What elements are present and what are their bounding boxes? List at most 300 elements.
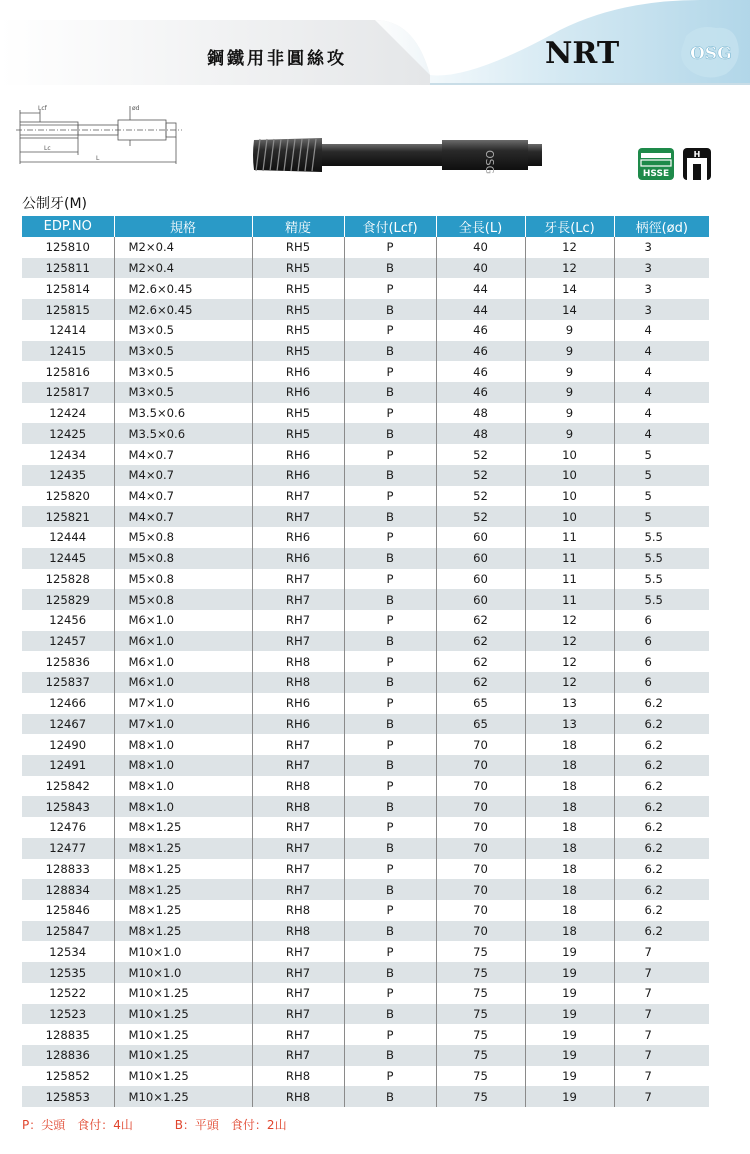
cell-shank-diameter: 7 <box>614 983 709 1004</box>
cell-thread-length: 19 <box>525 1024 614 1045</box>
cell-chamfer: B <box>344 1045 436 1066</box>
cell-overall-length: 52 <box>436 506 525 527</box>
h-tolerance-icon <box>683 148 711 180</box>
cell-size: M3.5×0.6 <box>114 423 252 444</box>
header-chamfer: 食付(Lcf) <box>344 216 436 237</box>
table-row <box>22 382 709 403</box>
cell-size: M3×0.5 <box>114 382 252 403</box>
cell-edp-no: 125811 <box>22 258 114 279</box>
cell-shank-diameter: 5 <box>614 506 709 527</box>
cell-overall-length: 60 <box>436 569 525 590</box>
table-row <box>22 548 709 569</box>
section-title: 公制牙(M) <box>22 196 88 212</box>
cell-shank-diameter: 4 <box>614 403 709 424</box>
cell-thread-length: 9 <box>525 403 614 424</box>
legend-p: P：尖頭 食付：4山 <box>22 1118 133 1132</box>
cell-size: M10×1.0 <box>114 962 252 983</box>
header-size: 規格 <box>114 216 252 237</box>
tool-marking: OSG <box>483 150 496 175</box>
cell-chamfer: P <box>344 320 436 341</box>
cell-size: M8×1.25 <box>114 817 252 838</box>
cell-thread-length: 12 <box>525 258 614 279</box>
logo-text: OSG <box>690 44 732 64</box>
cell-edp-no: 125821 <box>22 506 114 527</box>
cell-overall-length: 70 <box>436 776 525 797</box>
cell-thread-length: 12 <box>525 672 614 693</box>
cell-thread-length: 18 <box>525 817 614 838</box>
cell-tolerance: RH6 <box>252 382 344 403</box>
cell-chamfer: P <box>344 444 436 465</box>
cell-size: M3.5×0.6 <box>114 403 252 424</box>
cell-shank-diameter: 6.2 <box>614 859 709 880</box>
table-row <box>22 569 709 590</box>
cell-shank-diameter: 4 <box>614 423 709 444</box>
cell-size: M3×0.5 <box>114 320 252 341</box>
header-thread-length: 牙長(Lc) <box>525 216 614 237</box>
cell-shank-diameter: 5.5 <box>614 589 709 610</box>
table-row <box>22 506 709 527</box>
cell-overall-length: 46 <box>436 382 525 403</box>
cell-chamfer: P <box>344 651 436 672</box>
cell-size: M10×1.25 <box>114 1066 252 1087</box>
cell-edp-no: 12491 <box>22 755 114 776</box>
cell-chamfer: P <box>344 941 436 962</box>
cell-edp-no: 12425 <box>22 423 114 444</box>
cell-shank-diameter: 6.2 <box>614 734 709 755</box>
cell-overall-length: 62 <box>436 631 525 652</box>
cell-tolerance: RH7 <box>252 569 344 590</box>
cell-thread-length: 12 <box>525 610 614 631</box>
cell-overall-length: 62 <box>436 651 525 672</box>
cell-thread-length: 18 <box>525 838 614 859</box>
cell-overall-length: 52 <box>436 465 525 486</box>
cell-overall-length: 46 <box>436 341 525 362</box>
cell-chamfer: P <box>344 900 436 921</box>
cell-size: M10×1.25 <box>114 1024 252 1045</box>
cell-size: M2.6×0.45 <box>114 278 252 299</box>
cell-edp-no: 12445 <box>22 548 114 569</box>
table-row <box>22 444 709 465</box>
cell-overall-length: 70 <box>436 879 525 900</box>
cell-overall-length: 46 <box>436 361 525 382</box>
header-tolerance: 精度 <box>252 216 344 237</box>
table-row <box>22 693 709 714</box>
cell-tolerance: RH5 <box>252 320 344 341</box>
cell-overall-length: 40 <box>436 237 525 258</box>
cell-chamfer: P <box>344 237 436 258</box>
cell-chamfer: B <box>344 465 436 486</box>
cell-size: M4×0.7 <box>114 465 252 486</box>
table-row <box>22 1024 709 1045</box>
cell-thread-length: 9 <box>525 361 614 382</box>
cell-chamfer: P <box>344 610 436 631</box>
table-row <box>22 734 709 755</box>
cell-size: M7×1.0 <box>114 714 252 735</box>
cell-tolerance: RH6 <box>252 361 344 382</box>
cell-edp-no: 125816 <box>22 361 114 382</box>
cell-thread-length: 13 <box>525 693 614 714</box>
table-row <box>22 714 709 735</box>
cell-thread-length: 9 <box>525 341 614 362</box>
table-row <box>22 278 709 299</box>
table-row <box>22 320 709 341</box>
cell-shank-diameter: 6.2 <box>614 796 709 817</box>
cell-tolerance: RH7 <box>252 859 344 880</box>
product-code: NRT <box>545 36 620 71</box>
table-row <box>22 1045 709 1066</box>
table-row <box>22 341 709 362</box>
cell-chamfer: P <box>344 693 436 714</box>
cell-overall-length: 70 <box>436 859 525 880</box>
cell-overall-length: 70 <box>436 900 525 921</box>
cell-size: M8×1.25 <box>114 859 252 880</box>
table-row <box>22 879 709 900</box>
table-row <box>22 941 709 962</box>
cell-edp-no: 125820 <box>22 486 114 507</box>
cell-thread-length: 18 <box>525 734 614 755</box>
cell-size: M6×1.0 <box>114 672 252 693</box>
cell-thread-length: 14 <box>525 299 614 320</box>
cell-edp-no: 12490 <box>22 734 114 755</box>
cell-shank-diameter: 6.2 <box>614 879 709 900</box>
cell-tolerance: RH7 <box>252 755 344 776</box>
cell-tolerance: RH8 <box>252 1086 344 1107</box>
cell-shank-diameter: 5 <box>614 465 709 486</box>
cell-thread-length: 10 <box>525 444 614 465</box>
cell-chamfer: B <box>344 423 436 444</box>
cell-overall-length: 62 <box>436 610 525 631</box>
cell-overall-length: 65 <box>436 693 525 714</box>
table-row <box>22 631 709 652</box>
cell-size: M3×0.5 <box>114 341 252 362</box>
table-row <box>22 1004 709 1025</box>
cell-shank-diameter: 6.2 <box>614 693 709 714</box>
cell-shank-diameter: 7 <box>614 1045 709 1066</box>
cell-thread-length: 19 <box>525 1066 614 1087</box>
h-text: H <box>693 150 701 159</box>
cell-overall-length: 48 <box>436 423 525 444</box>
cell-tolerance: RH5 <box>252 423 344 444</box>
cell-chamfer: B <box>344 1004 436 1025</box>
cell-chamfer: P <box>344 817 436 838</box>
table-row <box>22 983 709 1004</box>
cell-size: M3×0.5 <box>114 361 252 382</box>
cell-overall-length: 70 <box>436 817 525 838</box>
cell-edp-no: 125836 <box>22 651 114 672</box>
cell-tolerance: RH7 <box>252 983 344 1004</box>
cell-chamfer: B <box>344 962 436 983</box>
cell-edp-no: 12456 <box>22 610 114 631</box>
cell-chamfer: B <box>344 755 436 776</box>
cell-overall-length: 60 <box>436 589 525 610</box>
cell-overall-length: 70 <box>436 921 525 942</box>
cell-shank-diameter: 7 <box>614 1086 709 1107</box>
spec-table <box>22 216 709 1107</box>
cell-thread-length: 18 <box>525 776 614 797</box>
cell-shank-diameter: 6 <box>614 672 709 693</box>
table-row <box>22 817 709 838</box>
cell-tolerance: RH8 <box>252 796 344 817</box>
cell-tolerance: RH5 <box>252 299 344 320</box>
header-overall-length: 全長(L) <box>436 216 525 237</box>
cell-shank-diameter: 7 <box>614 1066 709 1087</box>
cell-edp-no: 12424 <box>22 403 114 424</box>
table-row <box>22 527 709 548</box>
cell-edp-no: 125828 <box>22 569 114 590</box>
cell-edp-no: 12457 <box>22 631 114 652</box>
cell-size: M8×1.25 <box>114 921 252 942</box>
cell-tolerance: RH5 <box>252 278 344 299</box>
table-header-row <box>22 216 709 237</box>
cell-size: M8×1.0 <box>114 734 252 755</box>
cell-tolerance: RH7 <box>252 1024 344 1045</box>
table-body <box>22 237 709 1107</box>
cell-tolerance: RH7 <box>252 631 344 652</box>
cell-overall-length: 75 <box>436 1066 525 1087</box>
cell-shank-diameter: 6.2 <box>614 776 709 797</box>
cell-thread-length: 13 <box>525 714 614 735</box>
cell-edp-no: 12477 <box>22 838 114 859</box>
cell-chamfer: P <box>344 486 436 507</box>
cell-tolerance: RH7 <box>252 734 344 755</box>
cell-overall-length: 70 <box>436 755 525 776</box>
cell-edp-no: 12414 <box>22 320 114 341</box>
hsse-text: HSSE <box>642 169 670 179</box>
cell-shank-diameter: 4 <box>614 341 709 362</box>
cell-overall-length: 70 <box>436 838 525 859</box>
cell-thread-length: 12 <box>525 651 614 672</box>
cell-shank-diameter: 6 <box>614 631 709 652</box>
header-edp-no: EDP.NO <box>22 216 114 237</box>
cell-chamfer: B <box>344 506 436 527</box>
cell-edp-no: 12467 <box>22 714 114 735</box>
cell-edp-no: 12415 <box>22 341 114 362</box>
cell-chamfer: B <box>344 1086 436 1107</box>
cell-shank-diameter: 5 <box>614 486 709 507</box>
table-row <box>22 423 709 444</box>
cell-size: M4×0.7 <box>114 506 252 527</box>
cell-chamfer: B <box>344 548 436 569</box>
table-row <box>22 796 709 817</box>
cell-thread-length: 12 <box>525 631 614 652</box>
cell-tolerance: RH8 <box>252 672 344 693</box>
cell-thread-length: 9 <box>525 320 614 341</box>
cell-overall-length: 75 <box>436 962 525 983</box>
cell-edp-no: 125853 <box>22 1086 114 1107</box>
cell-edp-no: 12444 <box>22 527 114 548</box>
cell-tolerance: RH6 <box>252 548 344 569</box>
cell-shank-diameter: 7 <box>614 1004 709 1025</box>
cell-shank-diameter: 6 <box>614 651 709 672</box>
cell-edp-no: 125814 <box>22 278 114 299</box>
cell-chamfer: B <box>344 299 436 320</box>
cell-tolerance: RH8 <box>252 921 344 942</box>
cell-tolerance: RH8 <box>252 900 344 921</box>
cell-chamfer: P <box>344 776 436 797</box>
cell-thread-length: 18 <box>525 796 614 817</box>
cell-edp-no: 125810 <box>22 237 114 258</box>
table-row <box>22 651 709 672</box>
table-row <box>22 610 709 631</box>
cell-thread-length: 18 <box>525 900 614 921</box>
cell-overall-length: 75 <box>436 1045 525 1066</box>
cell-overall-length: 75 <box>436 983 525 1004</box>
cell-size: M5×0.8 <box>114 589 252 610</box>
cell-edp-no: 12434 <box>22 444 114 465</box>
cell-size: M5×0.8 <box>114 569 252 590</box>
cell-chamfer: B <box>344 672 436 693</box>
cell-size: M10×1.25 <box>114 983 252 1004</box>
cell-edp-no: 12535 <box>22 962 114 983</box>
d-label: ød <box>132 105 140 112</box>
table-row <box>22 900 709 921</box>
table-row <box>22 403 709 424</box>
cell-edp-no: 125842 <box>22 776 114 797</box>
cell-size: M8×1.0 <box>114 776 252 797</box>
cell-thread-length: 19 <box>525 1086 614 1107</box>
cell-chamfer: B <box>344 796 436 817</box>
cell-chamfer: B <box>344 838 436 859</box>
cell-edp-no: 12466 <box>22 693 114 714</box>
cell-shank-diameter: 6.2 <box>614 714 709 735</box>
cell-thread-length: 18 <box>525 921 614 942</box>
hsse-material-icon <box>638 148 674 180</box>
osg-logo <box>676 22 742 82</box>
cell-size: M2×0.4 <box>114 258 252 279</box>
table-row <box>22 672 709 693</box>
cell-overall-length: 60 <box>436 548 525 569</box>
cell-tolerance: RH7 <box>252 879 344 900</box>
table-row <box>22 838 709 859</box>
cell-tolerance: RH7 <box>252 838 344 859</box>
cell-thread-length: 11 <box>525 569 614 590</box>
cell-shank-diameter: 4 <box>614 361 709 382</box>
cell-overall-length: 65 <box>436 714 525 735</box>
lc-label: Lc <box>44 145 51 152</box>
table-row <box>22 776 709 797</box>
cell-overall-length: 40 <box>436 258 525 279</box>
cell-thread-length: 11 <box>525 548 614 569</box>
cell-shank-diameter: 3 <box>614 299 709 320</box>
cell-edp-no: 125846 <box>22 900 114 921</box>
cell-shank-diameter: 7 <box>614 1024 709 1045</box>
cell-shank-diameter: 6.2 <box>614 921 709 942</box>
cell-edp-no: 128835 <box>22 1024 114 1045</box>
cell-shank-diameter: 6.2 <box>614 755 709 776</box>
cell-chamfer: B <box>344 714 436 735</box>
page-title: 鋼鐵用非圓絲攻 <box>207 49 347 69</box>
cell-overall-length: 52 <box>436 444 525 465</box>
cell-chamfer: B <box>344 879 436 900</box>
table-row <box>22 237 709 258</box>
cell-size: M5×0.8 <box>114 527 252 548</box>
cell-tolerance: RH7 <box>252 589 344 610</box>
cell-shank-diameter: 6.2 <box>614 817 709 838</box>
cell-size: M6×1.0 <box>114 631 252 652</box>
table-row <box>22 755 709 776</box>
cell-edp-no: 125815 <box>22 299 114 320</box>
cell-size: M6×1.0 <box>114 651 252 672</box>
cell-size: M8×1.25 <box>114 838 252 859</box>
cell-edp-no: 125837 <box>22 672 114 693</box>
cell-overall-length: 75 <box>436 1004 525 1025</box>
cell-chamfer: P <box>344 403 436 424</box>
cell-thread-length: 11 <box>525 527 614 548</box>
cell-chamfer: P <box>344 569 436 590</box>
cell-size: M7×1.0 <box>114 693 252 714</box>
cell-thread-length: 11 <box>525 589 614 610</box>
table-row <box>22 258 709 279</box>
cell-tolerance: RH7 <box>252 506 344 527</box>
cell-shank-diameter: 5.5 <box>614 569 709 590</box>
cell-size: M5×0.8 <box>114 548 252 569</box>
cell-overall-length: 60 <box>436 527 525 548</box>
cell-shank-diameter: 3 <box>614 278 709 299</box>
lcf-label: Lcf <box>38 105 47 112</box>
cell-shank-diameter: 3 <box>614 258 709 279</box>
cell-shank-diameter: 5.5 <box>614 527 709 548</box>
table-row <box>22 921 709 942</box>
cell-shank-diameter: 5 <box>614 444 709 465</box>
cell-thread-length: 18 <box>525 755 614 776</box>
cell-thread-length: 19 <box>525 1045 614 1066</box>
cell-edp-no: 125843 <box>22 796 114 817</box>
cell-thread-length: 10 <box>525 465 614 486</box>
cell-thread-length: 19 <box>525 941 614 962</box>
cell-chamfer: P <box>344 983 436 1004</box>
cell-shank-diameter: 6.2 <box>614 900 709 921</box>
cell-edp-no: 128834 <box>22 879 114 900</box>
cell-tolerance: RH7 <box>252 1045 344 1066</box>
cell-size: M4×0.7 <box>114 444 252 465</box>
table-row <box>22 361 709 382</box>
table-row <box>22 1066 709 1087</box>
cell-thread-length: 14 <box>525 278 614 299</box>
cell-shank-diameter: 3 <box>614 237 709 258</box>
cell-overall-length: 44 <box>436 278 525 299</box>
cell-chamfer: P <box>344 1024 436 1045</box>
cell-edp-no: 12522 <box>22 983 114 1004</box>
cell-thread-length: 19 <box>525 962 614 983</box>
table-row <box>22 589 709 610</box>
cell-overall-length: 70 <box>436 734 525 755</box>
cell-thread-length: 12 <box>525 237 614 258</box>
cell-tolerance: RH8 <box>252 651 344 672</box>
cell-edp-no: 128836 <box>22 1045 114 1066</box>
cell-thread-length: 10 <box>525 486 614 507</box>
tap-product-image <box>250 130 550 180</box>
cell-tolerance: RH6 <box>252 465 344 486</box>
cell-size: M6×1.0 <box>114 610 252 631</box>
cell-overall-length: 46 <box>436 320 525 341</box>
cell-tolerance: RH5 <box>252 403 344 424</box>
cell-edp-no: 128833 <box>22 859 114 880</box>
cell-shank-diameter: 7 <box>614 941 709 962</box>
cell-size: M10×1.0 <box>114 941 252 962</box>
table-row <box>22 962 709 983</box>
cell-thread-length: 18 <box>525 879 614 900</box>
cell-overall-length: 70 <box>436 796 525 817</box>
cell-chamfer: P <box>344 734 436 755</box>
cell-shank-diameter: 5.5 <box>614 548 709 569</box>
cell-shank-diameter: 7 <box>614 962 709 983</box>
header-banner <box>0 0 750 90</box>
cell-chamfer: B <box>344 921 436 942</box>
cell-tolerance: RH5 <box>252 258 344 279</box>
cell-overall-length: 75 <box>436 941 525 962</box>
cell-chamfer: B <box>344 382 436 403</box>
cell-tolerance: RH8 <box>252 776 344 797</box>
